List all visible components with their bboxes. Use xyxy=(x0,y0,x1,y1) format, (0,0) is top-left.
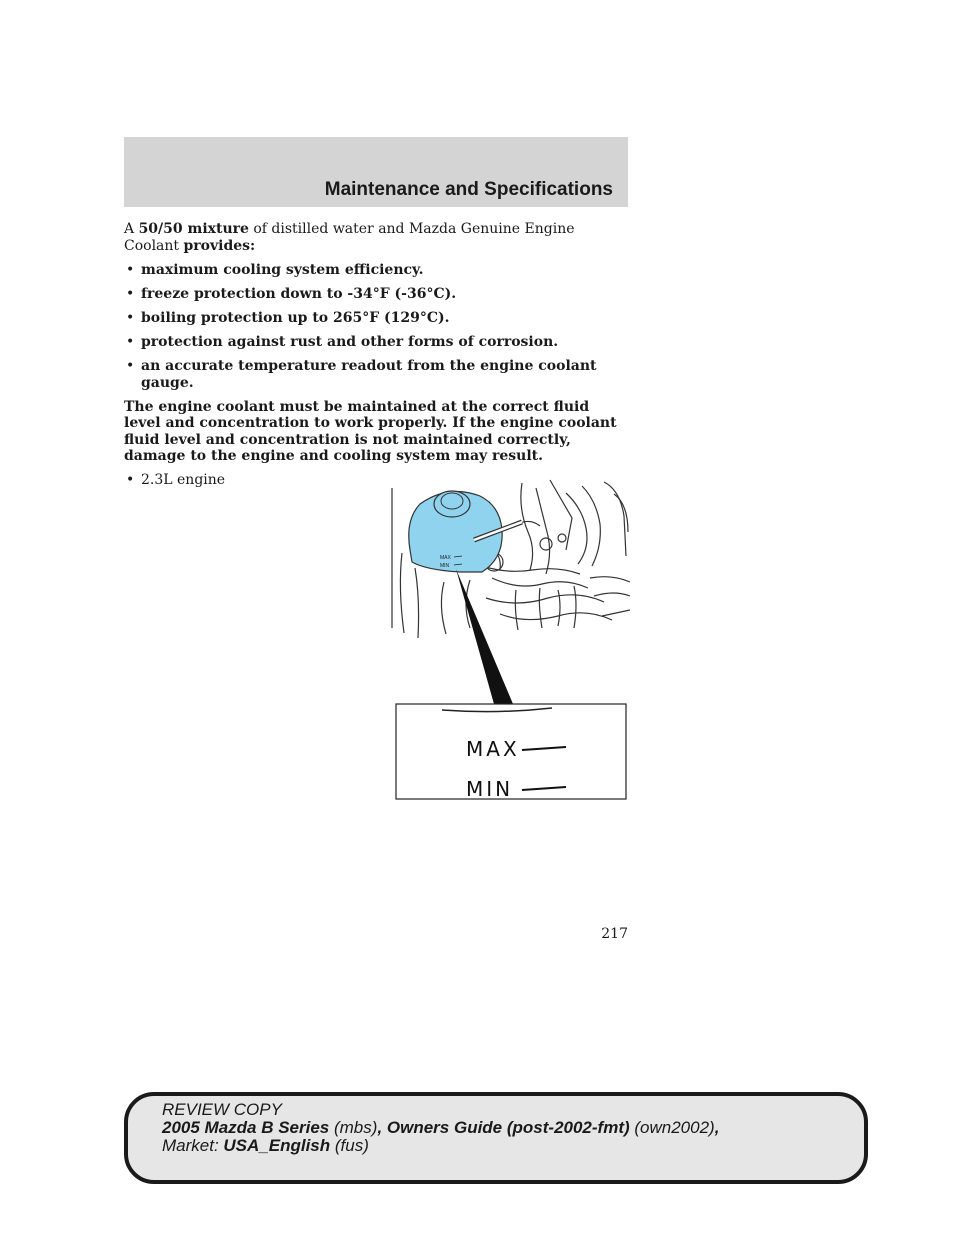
inset-min-label: MIN xyxy=(466,777,514,801)
review-copy-footer xyxy=(124,1092,868,1184)
intro-mixture: 50/50 mixture xyxy=(138,221,249,237)
benefit-item: • boiling protection up to 265°F (129°C). xyxy=(124,310,628,327)
section-title: Maintenance and Specifications xyxy=(324,179,613,200)
coolant-reservoir-illustration xyxy=(390,478,630,803)
page-number: 217 xyxy=(601,926,628,942)
maintenance-warning: The engine coolant must be maintained at the correct fluid level and concentration to work properly. If the engine coolant fluid level and concentration is not maintained correctly, damage to the engine and cooling system may result. xyxy=(124,398,617,464)
footer-model-line: 2005 Mazda B Series (mbs), Owners Guide (post-2002-fmt) (own2002), xyxy=(162,1118,720,1137)
benefit-item: • an accurate temperature readout from the engine coolant gauge. xyxy=(124,358,628,391)
footer-market-line: Market: USA_English (fus) xyxy=(162,1136,369,1155)
intro-provides: provides: xyxy=(183,237,256,254)
coolant-reservoir xyxy=(409,491,522,572)
intro-middle: of distilled water and Mazda Genuine Engine Coolant xyxy=(124,221,575,254)
inset-max-label: MAX xyxy=(466,737,520,761)
benefit-item: • maximum cooling system efficiency. xyxy=(124,262,628,279)
reservoir-min-mark: MIN xyxy=(440,563,450,569)
intro-prefix: A xyxy=(124,221,139,237)
reservoir-max-mark: MAX xyxy=(440,555,451,561)
footer-text xyxy=(162,1101,719,1155)
intro-paragraph xyxy=(124,221,628,254)
callout-pointer xyxy=(456,569,513,704)
footer-review-copy: REVIEW COPY xyxy=(162,1100,282,1119)
section-header-band xyxy=(124,137,628,207)
page-content xyxy=(124,221,628,488)
level-marks-inset xyxy=(396,704,626,801)
engine-item: • 2.3L engine xyxy=(124,472,628,489)
benefit-item: • freeze protection down to -34°F (-36°C). xyxy=(124,286,628,303)
benefits-list xyxy=(124,262,628,391)
benefit-item: • protection against rust and other forms of corrosion. xyxy=(124,334,628,351)
